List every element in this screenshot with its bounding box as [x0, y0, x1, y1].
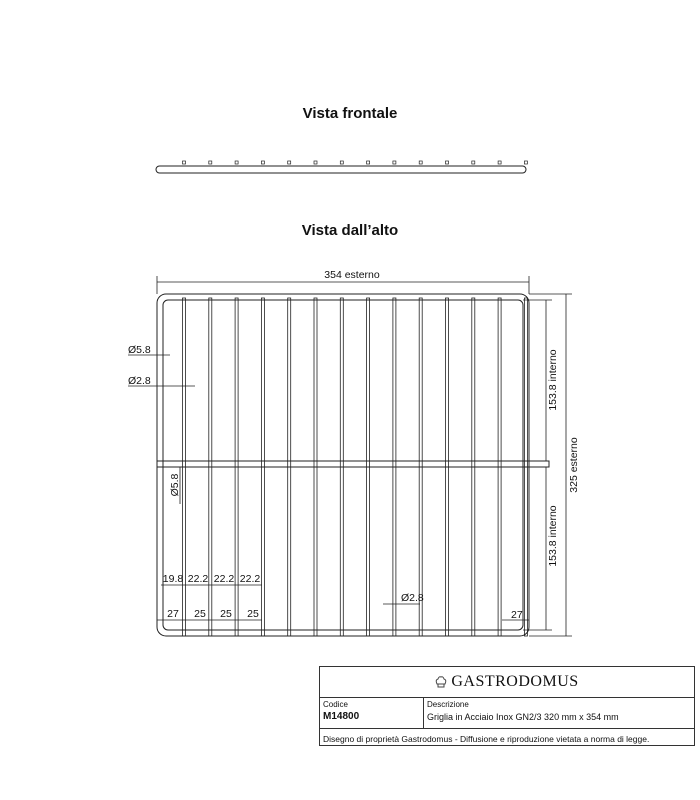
height-label: 325 esterno — [568, 437, 580, 493]
top-view-title: Vista dall’alto — [301, 222, 399, 239]
gap-label-top: 22.2 — [213, 573, 235, 585]
brand-logo — [320, 667, 694, 698]
wire-end-dot — [524, 161, 527, 164]
width-label: 354 esterno — [324, 269, 380, 281]
front-view — [156, 161, 527, 173]
gap-label-top: 19.8 — [162, 573, 184, 585]
frame-diameter-label: Ø5.8 — [128, 344, 151, 356]
wire-end-dot — [446, 161, 449, 164]
wire-end-dot — [288, 161, 291, 164]
inner-top-label: 153.8 interno — [547, 349, 559, 411]
center-bar-diameter-label: Ø5.8 — [169, 473, 181, 497]
gap-label-bottom: 25 — [194, 608, 206, 620]
inner-wire-diameter-label: Ø2.8 — [401, 592, 424, 604]
front-view-title: Vista frontale — [302, 105, 398, 122]
wire-end-dot — [183, 161, 186, 164]
wire-end-dot — [235, 161, 238, 164]
wire-end-dot — [472, 161, 475, 164]
wire-end-dot — [498, 161, 501, 164]
title-block-info — [320, 698, 694, 729]
right-gap-label: 27 — [511, 609, 523, 621]
code-cell — [320, 698, 424, 728]
description-cell — [424, 698, 694, 728]
wire-end-dot — [367, 161, 370, 164]
wire-end-dot — [393, 161, 396, 164]
code-label: Codice — [323, 700, 348, 709]
inner-bottom-label: 153.8 interno — [547, 505, 559, 567]
description-label: Descrizione — [427, 700, 469, 709]
brand-name: GASTRODOMUS — [451, 673, 579, 690]
gap-label-bottom: 27 — [167, 608, 179, 620]
front-view-wire-ends — [183, 161, 528, 164]
gap-label-top: 22.2 — [239, 573, 261, 585]
title-block — [319, 666, 695, 746]
wire-end-dot — [209, 161, 212, 164]
grid-center-bar — [157, 461, 549, 467]
chef-hat-icon — [435, 675, 447, 689]
front-view-frame — [156, 166, 526, 173]
wire-end-dot — [314, 161, 317, 164]
gap-label-top: 22.2 — [187, 573, 209, 585]
wire-end-dot — [261, 161, 264, 164]
gap-label-bottom: 25 — [247, 608, 259, 620]
wire-end-dot — [340, 161, 343, 164]
copyright-notice: Disegno di proprietà Gastrodomus - Diffusione e riproduzione vietata a norma di legge. — [323, 734, 650, 744]
description-value: Griglia in Acciaio Inox GN2/3 320 mm x 354 mm — [427, 712, 619, 722]
gap-label-bottom: 25 — [220, 608, 232, 620]
wire-diameter-label: Ø2.8 — [128, 375, 151, 387]
code-value: M14800 — [323, 711, 360, 722]
wire-end-dot — [419, 161, 422, 164]
